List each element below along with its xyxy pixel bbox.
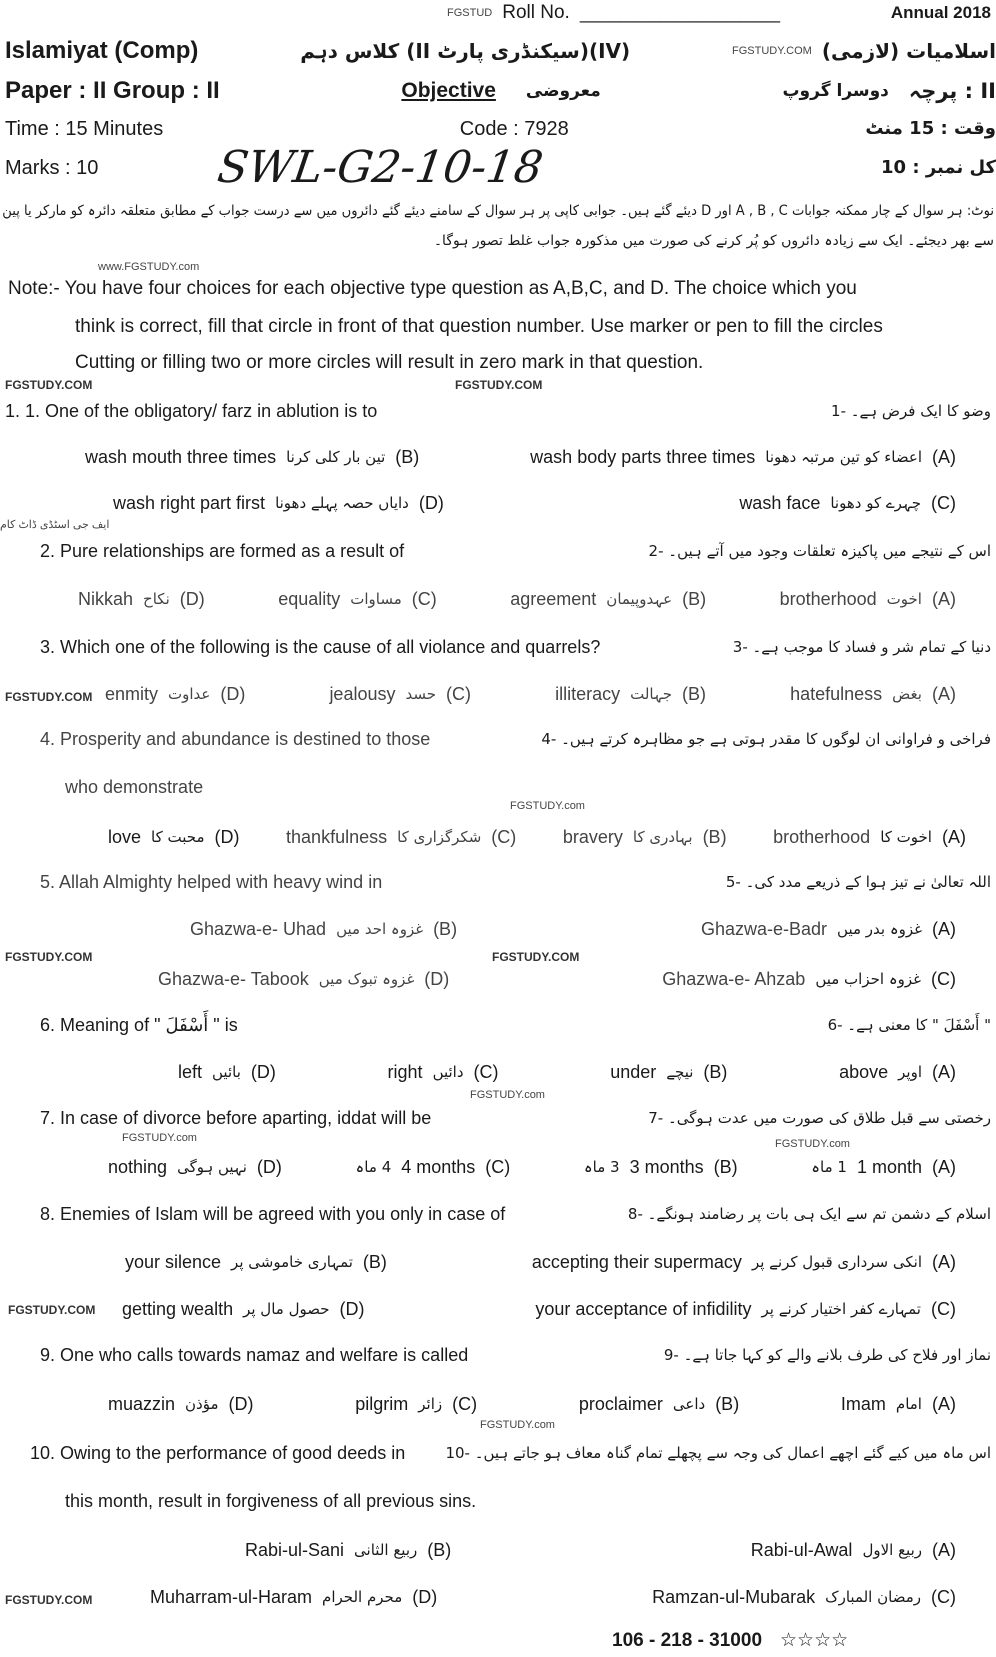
option-b [584,1156,738,1178]
option-urdu: غزوہ احد میں [336,920,424,938]
question-3-urdu: دنیا کے تمام شر و فساد کا موجب ہے۔ -3 [732,638,991,656]
watermark: FGSTUDY.com [510,800,585,812]
question-5-options-row-2 [158,966,956,992]
question-4-urdu: فراخی و فراوانی ان لوگوں کا مقدر ہوتی ہے جو مظاہرہ کرتے ہیں۔ -4 [541,730,991,748]
option-c [329,683,471,705]
option-urdu: غزوہ احزاب میں [815,970,921,988]
question-1-urdu: وضو کا ایک فرض ہے۔ -1 [831,402,991,420]
question-7-row [40,1105,991,1131]
question-10-options-row-1 [245,1537,956,1563]
option-urdu: مساوات [350,590,402,608]
question-3-options-row [105,681,956,707]
option-b [510,588,706,610]
option-b [125,1251,387,1273]
footer-row [612,1628,976,1654]
option-label: (C) [491,827,517,847]
question-9-row [40,1342,991,1368]
question-9-text: 9. One who calls towards namaz and welfare is called [40,1345,469,1365]
option-text: wash body parts three times [530,447,756,467]
option-label: (B) [427,1540,452,1560]
option-b [245,1539,451,1561]
option-urdu: اوپر [898,1063,922,1081]
option-a [839,1061,956,1083]
roll-no-group [447,2,780,24]
question-4-text: 4. Prosperity and abundance is destined to those [40,729,431,749]
option-text: love [108,827,142,847]
option-label: (D) [412,1587,438,1607]
option-text: Ramzan-ul-Mubarak [652,1587,816,1607]
option-label: (D) [339,1299,365,1319]
option-urdu: بائیں [212,1063,241,1081]
watermark: FGSTUDY.COM [8,1303,96,1317]
time-english: Time : 15 Minutes [5,118,164,140]
question-9-options-row [108,1391,956,1417]
question-10-options-row-2 [150,1584,956,1610]
option-a [701,918,956,940]
marks-english: Marks : 10 [5,157,99,179]
option-label: (C) [473,1062,499,1082]
header-subject-row [5,36,996,66]
question-7-options-row [108,1154,956,1180]
option-label: (B) [702,827,727,847]
option-urdu: زائر [418,1395,443,1413]
watermark: FGSTUDY.COM [5,690,93,704]
option-label: (A) [932,1252,956,1272]
option-text: wash mouth three times [85,447,277,467]
option-label: (B) [682,589,707,609]
option-urdu: ربیع الاول [862,1541,922,1559]
option-text: Ghazwa-e- Uhad [190,919,327,939]
option-text: illiteracy [555,684,621,704]
option-urdu: شکرگزاری کا [397,828,482,846]
title-urdu: (IV)(سیکنڈری پارٹ II) کلاس دہم [300,39,631,63]
option-text: right [387,1062,423,1082]
option-label: (C) [446,684,472,704]
watermark: FGSTUDY.com [122,1132,197,1144]
option-label: (B) [713,1157,738,1177]
question-5-options-row-1 [190,916,956,942]
watermark: FGSTUDY.COM [492,950,580,964]
option-d [108,826,239,848]
option-text: Rabi-ul-Sani [245,1540,345,1560]
watermark: www.FGSTUDY.com [98,261,200,273]
option-label: (B) [433,919,458,939]
question-4-options-row [108,824,966,850]
question-1-row [5,398,991,424]
option-urdu: نکاح [143,590,170,608]
option-text: thankfulness [286,827,388,847]
option-text: under [610,1062,657,1082]
question-1-options-row-1 [85,444,956,470]
option-label: (C) [411,589,437,609]
question-10-text-continued: this month, result in forgiveness of all previous sins. [65,1491,477,1511]
question-5-row [40,869,991,895]
question-7-urdu: رخصتی سے قبل طلاق کی صورت میں عدت ہوگی۔ -7 [648,1109,991,1127]
subject-english: Islamiyat (Comp) [5,37,199,64]
option-label: (B) [395,447,420,467]
option-urdu: عداوت [168,685,211,703]
watermark: FGSTUDY.COM [455,378,543,392]
option-text: nothing [108,1157,168,1177]
option-text: left [178,1062,203,1082]
option-text: jealousy [329,684,396,704]
note-line-1: Note:- You have four choices for each objective type question as A,B,C, and D. The choice which you [8,278,857,299]
option-label: (D) [214,827,240,847]
footer-stars: ☆☆☆☆ [780,1630,849,1651]
watermark: FGSTUD [447,6,493,19]
option-text: your silence [125,1252,222,1272]
option-urdu: بہادری کا [632,828,693,846]
option-text: equality [278,589,341,609]
question-9-urdu: نماز اور فلاح کی طرف بلانے والے کو کہا جاتا ہے۔ -9 [663,1346,991,1364]
option-c [739,492,956,514]
question-6-options-row [178,1059,956,1085]
option-d [122,1298,365,1320]
option-text: enmity [105,684,159,704]
option-label: (A) [932,1540,956,1560]
option-text: hatefulness [790,684,883,704]
header-time-row [5,116,996,142]
option-group [85,446,419,468]
watermark: FGSTUDY.COM [5,378,93,392]
option-text: proclaimer [578,1394,663,1414]
watermark: FGSTUDY.COM [731,44,812,57]
option-urdu: مؤذن [185,1395,219,1413]
option-c [652,1586,956,1608]
option-label: (A) [931,684,956,704]
option-c [356,1156,511,1178]
watermark: FGSTUDY.COM [5,1593,93,1607]
option-text: your acceptance of infidility [535,1299,752,1319]
header-marks-urdu-row [700,155,996,181]
option-urdu: 3 ماہ [583,1158,620,1176]
question-8-options-row-2 [122,1296,956,1322]
option-label: (C) [931,1587,956,1607]
option-a [780,588,956,610]
option-text: Ghazwa-e-Badr [700,919,828,939]
option-label: (C) [931,493,956,513]
note-row-1 [8,276,994,302]
option-label: (D) [228,1394,254,1414]
question-7-text: 7. In case of divorce before aparting, iddat will be [40,1108,432,1128]
option-urdu: داعی [672,1395,706,1413]
option-urdu: غزوہ بدر میں [837,920,922,938]
option-label: (D) [424,969,450,989]
question-10-text: 10. Owing to the performance of good deeds in [30,1443,406,1463]
option-text: Imam [840,1394,886,1414]
option-urdu: اخوت [886,590,922,608]
option-d [108,1393,254,1415]
question-2-urdu: اس کے نتیجے میں پاکیزہ تعلقات وجود میں آتے ہیں۔ -2 [648,542,991,560]
option-c [278,588,437,610]
question-3-text: 3. Which one of the following is the cause of all violance and quarrels? [40,637,601,657]
option-a [532,1251,956,1273]
question-2-row [40,538,991,564]
urdu-instruction-2: سے بھر دیجئے۔ ایک سے زیادہ دائروں کو پُر کرنے کی صورت میں مذکورہ جواب غلط تصور ہوگا۔ [433,233,994,249]
option-label: (C) [452,1394,478,1414]
option-urdu: تمہارے کفر اختیار کرنے پر [761,1300,921,1318]
watermark: FGSTUDY.com [470,1089,545,1101]
option-urdu: دائیں [432,1063,464,1081]
option-label: (C) [931,969,956,989]
option-c [355,1393,477,1415]
note-row-2 [75,314,994,340]
option-urdu: انکی سرداری قبول کرنے پر [751,1253,922,1271]
option-urdu: حصول مال پر [243,1300,330,1318]
option-text: agreement [510,589,597,609]
option-label: (D) [179,589,205,609]
note-line-3: Cutting or filling two or more circles will result in zero mark in that question. [75,352,704,373]
footer-code: 106 - 218 - 31000 [612,1630,763,1651]
option-label: (B) [703,1062,728,1082]
urdu-instruction-row-2 [2,228,994,254]
option-label: (A) [932,919,956,939]
question-8-row [40,1201,991,1227]
option-group [530,446,956,468]
question-1-options-row-2 [113,490,956,516]
option-text: 1 month [856,1157,922,1177]
option-text: Ghazwa-e- Tabook [158,969,309,989]
option-urdu: تین بار کلی کرنا [286,448,386,466]
option-text: bravery [562,827,623,847]
option-urdu: غزوہ تبوک میں [318,970,415,988]
option-d [178,1061,276,1083]
option-label: (D) [418,493,444,513]
paper-urdu-group [782,78,996,104]
option-a [811,1156,956,1178]
option-b [555,683,706,705]
option-b [579,1393,739,1415]
question-1-text: 1. 1. One of the obligatory/ farz in ablution is to [5,401,378,421]
option-urdu: نیچے [666,1063,694,1081]
option-urdu: اعضاء کو تین مرتبہ دھونا [765,448,922,466]
option-b [610,1061,727,1083]
option-text: Nikkah [78,589,134,609]
watermark: FGSTUDY.com [480,1419,555,1431]
option-urdu: دایاں حصہ پہلے دھونا [275,494,409,512]
option-text: muazzin [108,1394,176,1414]
option-label: (A) [932,1157,956,1177]
option-b [563,826,727,848]
subject-urdu-group [732,37,996,65]
option-d [158,968,449,990]
option-a [751,1539,956,1561]
roll-no-blank: ____________________ [579,3,781,23]
option-urdu: چہرے کو دھونا [830,494,921,512]
option-c [535,1298,956,1320]
urdu-instruction-1: نوٹ: ہر سوال کے چار ممکنہ جوابات A , B , C اور D دیئے گئے ہیں۔ جوابی کاپی پر ہر سوال کے سامنے دیئے گئے دائروں میں سے درست جواب کے مطابق متعلقہ دائرہ کو مارکر یا پین [2,203,995,219]
option-c [662,968,956,990]
option-text: above [839,1062,889,1082]
option-urdu: نہیں ہوگی [177,1158,247,1176]
option-c [388,1061,499,1083]
option-urdu: حسد [405,685,437,703]
time-urdu: وقت : 15 منٹ [865,118,996,139]
option-d [150,1586,437,1608]
option-label: (C) [485,1157,511,1177]
watermark: FGSTUDY.com [775,1138,850,1150]
watermark: ایف جی اسٹڈی ڈاٹ کام [0,519,110,531]
option-label: (D) [220,684,246,704]
question-8-options-row-1 [125,1249,956,1275]
option-text: brotherhood [773,827,871,847]
option-text: wash face [739,493,821,513]
option-text: Muharram-ul-Haram [150,1587,313,1607]
option-d [113,492,444,514]
option-a [841,1393,956,1415]
option-label: (B) [682,684,707,704]
paper-code: Code : 7928 [459,118,569,140]
question-2-options-row [78,586,956,612]
option-label: (D) [256,1157,282,1177]
option-text: brotherhood [779,589,877,609]
option-text: Ghazwa-e- Ahzab [662,969,806,989]
option-urdu: اخوت کا [880,828,932,846]
option-label: (B) [715,1394,740,1414]
option-label: (C) [931,1299,956,1319]
question-5-text: 5. Allah Almighty helped with heavy wind in [40,872,383,892]
option-label: (A) [941,827,966,847]
option-label: (A) [931,1394,956,1414]
option-urdu: 4 ماہ [355,1158,392,1176]
question-10-urdu: اس ماہ میں کیے گئے اچھے اعمال کی وجہ سے پچھلے تمام گناہ معاف ہو جاتے ہیں۔ -10 [445,1444,991,1462]
option-c [286,826,516,848]
exam-session: Annual 2018 [890,3,991,22]
group-urdu: دوسرا گروپ [782,81,889,101]
note-line-2: think is correct, fill that circle in front of that question number. Use marker or pen to fill the circles [75,316,883,337]
option-urdu: محبت کا [151,828,205,846]
option-label: (B) [362,1252,387,1272]
option-urdu: امام [895,1395,922,1413]
option-b [190,918,457,940]
option-urdu: محرم الحرام [322,1588,403,1606]
option-text: 4 months [401,1157,476,1177]
option-urdu: جہالت [630,685,673,703]
option-a [773,826,966,848]
option-label: (A) [931,589,956,609]
option-d [108,1156,282,1178]
header-roll-row [447,0,991,26]
option-text: accepting their supermacy [531,1252,742,1272]
subject-urdu: اسلامیات (لازمی) [821,39,996,63]
option-text: pilgrim [355,1394,409,1414]
question-4-row [40,726,991,752]
paper-urdu: II : پرچہ [908,79,996,103]
option-text: 3 months [629,1157,704,1177]
option-text: getting wealth [122,1299,234,1319]
option-urdu: بغض [892,685,922,703]
question-8-text: 8. Enemies of Islam will be agreed with you only in case of [40,1204,506,1224]
handwritten-code: SWL-G2-10-18 [214,142,546,193]
option-text: wash right part first [113,493,266,513]
question-6-text: 6. Meaning of " أَسْفَلَ " is [40,1015,238,1035]
question-8-urdu: اسلام کے دشمن تم سے ایک ہی بات پر رضامند ہونگے۔ -8 [627,1205,991,1223]
marks-urdu: کل نمبر : 10 [881,157,996,178]
objective-urdu: معروضی [525,81,601,101]
header-paper-row [5,76,996,106]
note-row-3 [75,350,994,376]
question-2-text: 2. Pure relationships are formed as a result of [40,541,405,561]
option-text: Rabi-ul-Awal [750,1540,853,1560]
option-urdu: عہدوپیمان [606,590,673,608]
objective-group [401,78,600,104]
question-6-urdu: " أَسْفَلَ " کا معنی ہے۔ -6 [827,1016,991,1034]
option-d [105,683,245,705]
paper-group: Paper : II Group : II [5,77,220,104]
roll-no-label: Roll No. [502,2,570,23]
option-label: (D) [250,1062,276,1082]
question-5-urdu: اللہ تعالیٰ نے تیز ہوا کے ذریعے مدد کی۔ -5 [725,873,991,891]
option-a [790,683,956,705]
option-urdu: تمہاری خاموشی پر [231,1253,353,1271]
urdu-instruction-row-1 [2,198,994,224]
option-label: (A) [932,447,956,467]
question-4-text-continued: who demonstrate [65,777,204,797]
option-d [78,588,205,610]
question-3-row [40,634,991,660]
option-label: (A) [932,1062,956,1082]
question-10-row [30,1440,991,1466]
option-urdu: ربیع الثانی [354,1541,418,1559]
option-urdu: 1 ماہ [811,1158,847,1176]
option-urdu: رمضان المبارک [825,1588,921,1606]
objective-label: Objective [401,79,496,102]
watermark: FGSTUDY.COM [5,950,93,964]
question-6-row [40,1012,991,1038]
